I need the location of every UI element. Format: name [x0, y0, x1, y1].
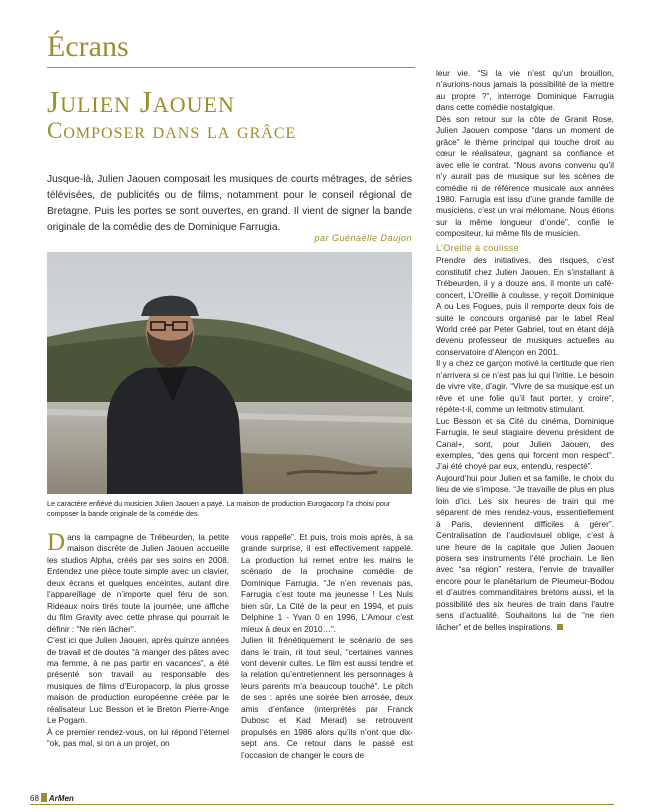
magazine-brand: ArMen	[48, 794, 74, 803]
paragraph: C’est ici que Julien Jaouen, après quinze années de travail et de doutes “à manger des pâtes avec ma femme, à ne pas partir en vacances”, a été présenté son travail au responsable des musiques de films d’Europacorp, la plus grosse maison de production européenne créée par le réalisateur Luc Besson et le Breton Pierre-Ange Le Pogam.	[47, 635, 229, 726]
paragraph: Luc Besson et sa Cité du cinéma, Dominique Farrugia, le seul stagiaire devenu président de Canal+, sont, pour Julien Jaouen, des exemples, “des gens qui forcent mon respect”. J’ai été choyé par eux, entendu, respecté”.	[436, 415, 614, 472]
article-intro: Jusque-là, Julien Jaouen composait les musiques de courts métrages, de séries télévisées, de publicités ou de films, notamment pour le conseil régional de Bretagne. Puis les portes se sont ouvertes, en grand. Il vient de signer la bande originale de la comédie des de Dominique Farrugia.	[47, 174, 412, 233]
folio-mark-icon	[41, 793, 47, 802]
section-rule	[47, 67, 415, 68]
article-title: Julien Jaouen	[47, 84, 235, 119]
paragraph: Dès son retour sur la côte de Granit Rose, Julien Jaouen compose “dans un moment de grâce” le thème principal qui touche droit au cœur le réalisateur, gagnant sa confiance et avec elle le contrat. “Nous avons convenu qu’il n’y aurait pas de musique sur les scènes de comédie ni de référence musicale aux années 1980. Farrugia est issu d’une grande famille de musiciens, c’est un vrai mélomane. Nous étions sur la même longueur d’onde”, confie le compositeur, lui même fils de musicien.	[436, 113, 614, 239]
article-column-1	[47, 529, 229, 750]
page-number: 68	[30, 794, 39, 803]
footer-rule	[30, 804, 614, 805]
article-subtitle: Composer dans la grâce	[47, 118, 297, 143]
paragraph: ans la campagne de Trébeurden, la petite maison discrète de Julien Jaouen accueille les studios Alpha, créés par ses soins en 2008. Entendez une pièce toute simple avec un clavier, deux écrans et quelques enceintes, autant dire l’appareillage de n’importe quel féru de son. Rideaux noirs tirés toute la journée, une affiche du film Gravity avec cette phrase qui pourrait le définir : “Ne rien lâcher”.	[47, 532, 229, 634]
paragraph: Prendre des initiatives, des risques, c’est constitutif chez Julien Jaouen. En s’installant à Trébeurden, il y a douze ans, il monte un café-concert, L’Oreille à coulisse, y reçoit Dominique A ou Les Fogues, puis il remporte deux fois de suite le concours organisé par le label Real World créé par Peter Gabriel, tout en étant déjà devenu professeur de musiques actuelles au conservatoire d’Alençon en 2001.	[436, 255, 614, 357]
paragraph: À ce premier rendez-vous, on lui répond l’éternel “ok, pas mal, si on a un projet, on	[47, 726, 229, 749]
paragraph: leur vie. “Si la vie n’est qu’un brouillon, n’aurions-nous jamais la possibilité de la mettre au propre ?”, interroge Dominique Farrugia dans cette comédie nostalgique.	[436, 68, 614, 113]
paragraph: vous rappelle”. Et puis, trois mois après, à sa grande surprise, il est effectivement rappelé. La production lui remet entre les mains le scénario de la prochaine comédie de Dominique Farrugia. “Je n’en revenais pas, Farrugia c’est toute ma jeunesse ! Les Nuls bien sûr, La Cité de la peur en 1994, et puis Delphine 1 - Yvan 0 en 1996, L’Amour c’est mieux à deux en 2010…”.	[241, 532, 413, 634]
dropcap: D	[47, 529, 66, 556]
end-mark-icon	[557, 624, 563, 630]
portrait-photo	[47, 252, 412, 494]
paragraph: Il y a chez ce garçon motivé la certitude que rien n’arrivera si ce n’est pas lui qui l’initie. Le besoin de vivre vite, d’agir. “Vivre de sa musique est un rêve et une folie qu’il faut porter, y croire”, répète-t-il, comme un leitmotiv stimulant.	[436, 358, 615, 415]
section-title: Écrans	[47, 30, 129, 63]
article-column-3	[436, 68, 614, 633]
paragraph: Julien lit frénétiquement le scénario de ses dans le train, rit tout seul, “certaines vannes vont devenir cultes. Le film est aussi tendre et la relation qu’entretiennent les personnages à leurs parents m’a beaucoup touché”. Le pitch de ses : après une soirée bien arrosée, deux amis d’enfance (interprétés par Franck Dubosc et Kad Merad) se retrouvent propulsés en 1986 alors qu’ils n’ont que dix-sept ans. Ce retour dans le passé est l’occasion de changer le cours de	[241, 635, 413, 760]
paragraph: Aujourd’hui pour Julien et sa famille, le choix du lieu de vie s’impose. “Je travaille de plus en plus loin d’ici. Les six heures de train qui me séparent de mes rendez-vous, essentiellement à Paris, deviennent difficiles à gérer”. Centralisation de l’audiovisuel oblige, c’est à une heure de la capitale que Julien Jaouen posera ses instruments l’été prochain. Le lien avec “sa région” restera, l’envie de travailler encore pour le planétarium de Pleumeur-Bodou et d’autres commanditaires bretons aussi, et la possibilité des six heures de train dans l’autre sens d’actualité. Souhaitons lui de “ne rien lâcher” et de belles inspirations.	[436, 472, 614, 632]
article-column-2	[241, 532, 413, 761]
page-footer	[30, 793, 74, 803]
byline: par Guénaëlle Daujon	[314, 233, 412, 243]
article-photo	[47, 252, 412, 494]
photo-caption: Le caractère enfiévé du musicien Julien Jaouen a payé. La maison de production Eurogacorp l’a choisi pour composer la bande originale de la comédie des.	[47, 499, 391, 518]
subheading: L’Oreille à coulisse	[436, 242, 520, 253]
